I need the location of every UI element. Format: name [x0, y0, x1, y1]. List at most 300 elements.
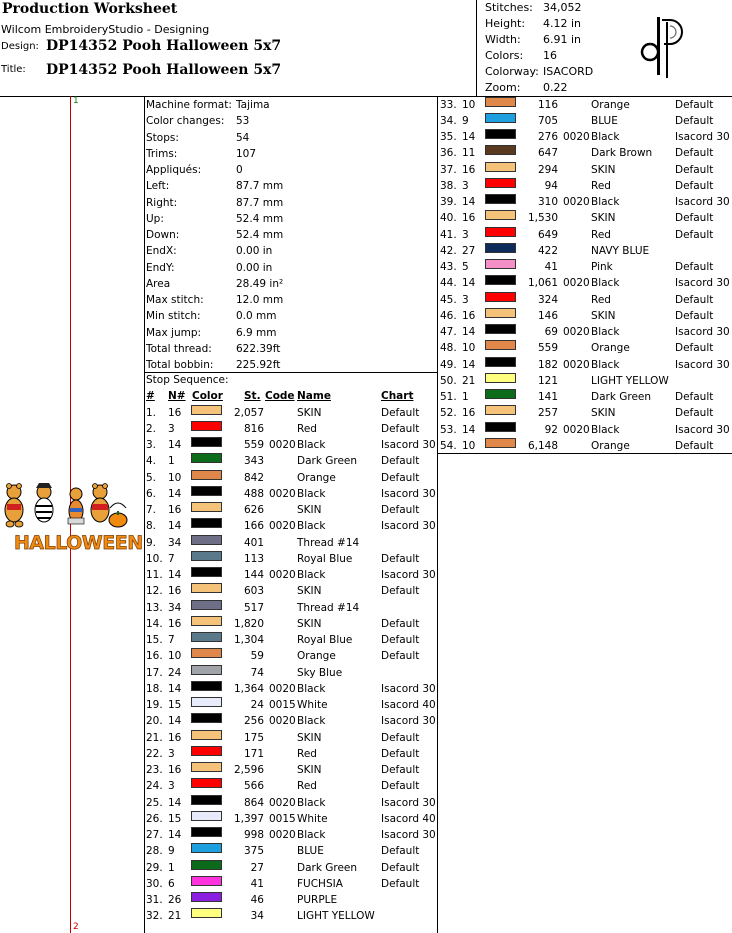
row-number: 11. — [146, 569, 163, 581]
stitch-count: 294 — [537, 163, 558, 176]
thread-name: Orange — [591, 342, 630, 355]
color-swatch — [191, 730, 222, 740]
stitch-count: 1,364 — [233, 682, 264, 695]
needle-number: 14 — [462, 326, 476, 338]
stitch-count: 626 — [243, 504, 264, 516]
table-row — [146, 713, 436, 729]
thread-name: White — [297, 812, 328, 825]
info-value: 107 — [236, 147, 257, 160]
thread-code: 0020 — [563, 131, 590, 143]
info-value: 52.4 mm — [236, 229, 284, 241]
thread-chart: Default — [381, 504, 420, 516]
info-label: Total bobbin: — [146, 359, 214, 371]
stitch-count: 256 — [243, 715, 264, 728]
thread-code: 0020 — [269, 796, 296, 809]
row-number: 52. — [440, 407, 457, 420]
needle-number: 16 — [168, 617, 182, 630]
needle-number: 14 — [462, 196, 476, 208]
color-swatch — [191, 778, 222, 788]
info-label: Total thread: — [146, 342, 212, 355]
stitch-count: 144 — [243, 569, 264, 581]
thread-chart: Default — [675, 261, 714, 273]
row-number: 9. — [146, 536, 157, 549]
row-number: 53. — [440, 423, 457, 436]
thread-chart: Default — [675, 228, 714, 241]
table-row — [146, 908, 436, 924]
stitch-count: 182 — [537, 358, 558, 371]
color-swatch — [191, 860, 222, 870]
row-number: 34. — [440, 114, 457, 127]
stitch-count: 375 — [243, 845, 264, 858]
thread-name: Sky Blue — [297, 666, 343, 679]
table-row — [146, 876, 436, 892]
row-number: 14. — [146, 617, 163, 630]
thread-code: 0020 — [563, 358, 590, 371]
info-value: 28.49 in² — [236, 277, 284, 290]
info-value: 0 — [236, 164, 243, 176]
color-swatch — [191, 502, 222, 512]
needle-number: 14 — [168, 829, 182, 841]
thread-chart: Isacord 30 — [675, 277, 730, 290]
needle-number: 6 — [168, 877, 175, 890]
thread-name: Thread #14 — [297, 601, 360, 614]
color-swatch — [191, 892, 222, 902]
needle-number: 7 — [168, 552, 175, 565]
info-value: 6.9 mm — [236, 326, 277, 339]
info-label: Left: — [146, 180, 170, 193]
table-row — [146, 827, 436, 843]
table-row — [146, 665, 436, 681]
info-label: Max jump: — [146, 326, 202, 339]
thread-chart: Default — [381, 455, 420, 468]
color-swatch — [191, 665, 222, 675]
thread-code: 0015 — [269, 699, 296, 711]
row-number: 43. — [440, 261, 457, 273]
stitch-count: 94 — [544, 179, 558, 192]
info-value: 87.7 mm — [236, 196, 284, 209]
color-swatch — [191, 518, 222, 528]
column-divider — [437, 96, 438, 933]
thread-chart: Default — [675, 179, 714, 192]
needle-number: 14 — [168, 569, 182, 581]
thread-name: SKIN — [591, 163, 616, 176]
thread-chart: Isacord 30 — [381, 487, 436, 500]
color-swatch — [191, 648, 222, 658]
info-label: Appliqués: — [146, 164, 202, 176]
info-label: Up: — [146, 212, 164, 225]
table-row — [146, 502, 436, 518]
needle-number: 3 — [462, 293, 469, 306]
stitch-count: 41 — [250, 877, 264, 890]
stitch-count: 257 — [537, 407, 558, 420]
thread-name: Black — [591, 326, 620, 338]
col-chart-header: Chart — [381, 390, 414, 402]
color-swatch — [191, 632, 222, 642]
col-num-header: # — [146, 390, 155, 402]
machine-info-row — [146, 243, 273, 259]
stitch-count: 27 — [250, 861, 264, 874]
thread-name: Thread #14 — [297, 536, 360, 549]
stitch-count: 276 — [537, 131, 558, 143]
thread-chart: Default — [381, 552, 420, 565]
info-value: 53 — [236, 115, 250, 128]
stitch-count: 74 — [250, 666, 264, 679]
machine-info-row — [146, 341, 281, 357]
info-label: Machine format: — [146, 99, 232, 111]
color-swatch — [485, 113, 516, 123]
row-number: 30. — [146, 877, 163, 890]
thread-chart: Default — [675, 212, 714, 225]
color-swatch — [485, 324, 516, 334]
color-swatch — [191, 551, 222, 561]
needle-number: 16 — [462, 407, 476, 420]
thread-name: Black — [297, 569, 326, 581]
stat-value: 34,052 — [543, 1, 582, 14]
color-swatch — [191, 762, 222, 772]
color-swatch — [485, 389, 516, 399]
thread-code: 0015 — [269, 812, 296, 825]
thread-chart: Default — [675, 439, 714, 452]
row-number: 42. — [440, 244, 457, 257]
thread-name: Red — [297, 747, 317, 760]
machine-info-row — [146, 195, 284, 211]
stitch-count: 2,596 — [233, 764, 264, 776]
page-marker-bottom: 2 — [73, 922, 79, 932]
row-number: 24. — [146, 780, 163, 793]
stitch-count: 705 — [537, 114, 558, 127]
color-swatch — [191, 453, 222, 463]
row-number: 5. — [146, 471, 157, 484]
table-row — [440, 178, 730, 194]
color-swatch — [485, 145, 516, 155]
color-swatch — [191, 746, 222, 756]
stat-label: Zoom: — [485, 81, 521, 94]
machine-info-row — [146, 292, 284, 308]
stat-label: Colorway: — [485, 65, 539, 78]
table-row — [146, 453, 436, 469]
needle-number: 14 — [462, 131, 476, 143]
row-number: 27. — [146, 829, 163, 841]
machine-info-row — [146, 211, 284, 227]
info-value: 54 — [236, 131, 250, 144]
thread-name: White — [297, 699, 328, 711]
stat-row — [485, 48, 557, 64]
table-row — [440, 97, 730, 113]
needle-number: 14 — [168, 520, 182, 533]
thread-chart: Default — [381, 471, 420, 484]
thread-name: Dark Brown — [591, 147, 653, 160]
needle-number: 34 — [168, 601, 182, 614]
thread-chart: Isacord 30 — [675, 196, 730, 208]
stitch-count: 1,530 — [527, 212, 558, 225]
thread-name: Black — [591, 196, 620, 208]
needle-number: 14 — [462, 277, 476, 290]
row-number: 51. — [440, 391, 457, 403]
thread-name: SKIN — [297, 731, 322, 744]
needle-number: 27 — [462, 244, 476, 257]
needle-number: 1 — [168, 861, 175, 874]
stitch-count: 842 — [243, 471, 264, 484]
table-row — [440, 145, 730, 161]
table-row — [146, 421, 436, 437]
stitch-count: 1,820 — [233, 617, 264, 630]
design-stats — [476, 0, 597, 96]
thread-name: LIGHT YELLOW — [591, 374, 669, 387]
machine-info-row — [146, 130, 250, 146]
needle-number: 15 — [168, 812, 182, 825]
row-number: 41. — [440, 228, 457, 241]
thread-code: 0020 — [269, 520, 296, 533]
color-swatch — [485, 162, 516, 172]
color-swatch — [485, 275, 516, 285]
color-swatch — [191, 567, 222, 577]
thread-chart: Isacord 30 — [675, 358, 730, 371]
needle-number: 1 — [168, 455, 175, 468]
row-number: 37. — [440, 163, 457, 176]
stitch-count: 998 — [243, 829, 264, 841]
stop-sequence-title: Stop Sequence: — [146, 374, 229, 386]
table-row — [146, 762, 436, 778]
thread-name: BLUE — [591, 114, 618, 127]
color-swatch — [485, 373, 516, 383]
machine-info-row — [146, 146, 257, 162]
thread-name: SKIN — [591, 309, 616, 322]
color-swatch — [191, 827, 222, 837]
info-label: Color changes: — [146, 115, 225, 128]
machine-info-row — [146, 162, 243, 178]
stitch-count: 41 — [544, 261, 558, 273]
thread-name: Black — [297, 487, 326, 500]
stat-label: Height: — [485, 17, 526, 30]
thread-name: Black — [297, 520, 326, 533]
stitch-count: 69 — [544, 326, 558, 338]
thread-chart: Default — [381, 764, 420, 776]
table-row — [146, 405, 436, 421]
needle-number: 24 — [168, 666, 182, 679]
color-swatch — [191, 681, 222, 691]
stitch-count: 647 — [537, 147, 558, 160]
row-number: 36. — [440, 147, 457, 160]
machine-info-row — [146, 276, 284, 292]
stitch-count: 166 — [243, 520, 264, 533]
table-row — [440, 259, 730, 275]
thread-chart: Default — [381, 747, 420, 760]
needle-number: 10 — [462, 439, 476, 452]
thread-name: Black — [591, 131, 620, 143]
stitch-count: 1,304 — [233, 634, 264, 646]
table-row — [146, 730, 436, 746]
stat-row — [485, 32, 582, 48]
title-label: Title: — [1, 64, 26, 75]
color-swatch — [191, 876, 222, 886]
color-swatch — [191, 470, 222, 480]
thread-chart: Default — [381, 845, 420, 858]
row-number: 45. — [440, 293, 457, 306]
needle-number: 16 — [462, 309, 476, 322]
thread-code: 0020 — [269, 569, 296, 581]
needle-number: 10 — [462, 342, 476, 355]
table-row — [440, 275, 730, 291]
table-row — [146, 567, 436, 583]
table-row — [440, 324, 730, 340]
col-st-header: St. — [244, 390, 261, 402]
thread-chart: Default — [381, 731, 420, 744]
color-swatch — [191, 486, 222, 496]
design-label: Design: — [1, 41, 39, 52]
needle-number: 11 — [462, 147, 476, 160]
table-row — [146, 535, 436, 551]
color-swatch — [191, 535, 222, 545]
stat-label: Stitches: — [485, 1, 533, 14]
needle-number: 7 — [168, 634, 175, 646]
color-swatch — [485, 438, 516, 448]
thread-name: SKIN — [297, 504, 322, 516]
needle-number: 16 — [462, 163, 476, 176]
stitch-count: 401 — [243, 536, 264, 549]
thread-name: SKIN — [297, 764, 322, 776]
stitch-count: 121 — [537, 374, 558, 387]
table-row — [440, 373, 730, 389]
needle-number: 16 — [168, 406, 182, 419]
thread-chart: Default — [675, 342, 714, 355]
col-name-header: Name — [297, 390, 331, 402]
thread-code: 0020 — [269, 715, 296, 728]
thread-chart: Default — [381, 650, 420, 663]
stitch-count: 175 — [243, 731, 264, 744]
stat-label: Colors: — [485, 49, 524, 62]
color-swatch — [191, 811, 222, 821]
thread-chart: Isacord 30 — [675, 423, 730, 436]
color-swatch — [485, 210, 516, 220]
color-swatch — [191, 697, 222, 707]
thread-name: Orange — [297, 471, 336, 484]
stitch-count: 24 — [250, 699, 264, 711]
table-row — [440, 340, 730, 356]
machine-info-row — [146, 308, 277, 324]
thread-name: Royal Blue — [297, 552, 353, 565]
stat-value: 6.91 in — [543, 33, 582, 46]
stitch-count: 310 — [537, 196, 558, 208]
table-row — [146, 616, 436, 632]
row-number: 8. — [146, 520, 157, 533]
thread-chart: Default — [381, 422, 420, 435]
thread-name: Black — [297, 796, 326, 809]
needle-number: 9 — [462, 114, 469, 127]
info-value: 0.00 in — [236, 261, 273, 274]
col-code-header: Code — [265, 390, 295, 402]
table-row — [146, 470, 436, 486]
color-swatch — [485, 292, 516, 302]
needle-number: 26 — [168, 894, 182, 906]
table-row — [146, 681, 436, 697]
row-number: 31. — [146, 894, 163, 906]
row-number: 44. — [440, 277, 457, 290]
thread-chart: Isacord 30 — [381, 439, 436, 451]
color-swatch — [191, 405, 222, 415]
thread-name: Red — [297, 422, 317, 435]
color-swatch — [191, 437, 222, 447]
stitch-count: 46 — [250, 894, 264, 906]
col-n-header: N# — [168, 390, 186, 402]
thread-chart: Default — [381, 406, 420, 419]
needle-number: 9 — [168, 845, 175, 858]
row-number: 20. — [146, 715, 163, 728]
color-swatch — [191, 713, 222, 723]
needle-number: 14 — [462, 423, 476, 436]
thread-code: 0020 — [269, 439, 296, 451]
needle-number: 5 — [462, 261, 469, 273]
row-number: 12. — [146, 585, 163, 598]
stitch-count: 566 — [243, 780, 264, 793]
row-number: 22. — [146, 747, 163, 760]
stat-row — [485, 16, 582, 32]
info-label: Stops: — [146, 131, 179, 144]
thread-chart: Default — [381, 585, 420, 598]
thread-name: Red — [297, 780, 317, 793]
needle-number: 3 — [168, 780, 175, 793]
thread-chart: Isacord 30 — [381, 796, 436, 809]
needle-number: 3 — [168, 747, 175, 760]
table-row — [146, 811, 436, 827]
stitch-count: 59 — [250, 650, 264, 663]
needle-number: 14 — [462, 358, 476, 371]
info-value: 225.92ft — [236, 359, 281, 371]
needle-number: 21 — [462, 374, 476, 387]
software-name: Wilcom EmbroideryStudio - Designing — [1, 23, 210, 36]
thread-name: Orange — [297, 650, 336, 663]
needle-number: 10 — [168, 471, 182, 484]
thread-name: SKIN — [297, 617, 322, 630]
row-number: 16. — [146, 650, 163, 663]
stitch-count: 517 — [243, 601, 264, 614]
table-row — [146, 746, 436, 762]
thread-name: SKIN — [297, 406, 322, 419]
table-row — [146, 778, 436, 794]
needle-number: 1 — [462, 391, 469, 403]
row-number: 1. — [146, 406, 157, 419]
needle-number: 14 — [168, 439, 182, 451]
machine-info-row — [146, 325, 277, 341]
stitch-count: 146 — [537, 309, 558, 322]
preview-halloween-text: HALLOWEEN — [14, 532, 143, 554]
table-row — [440, 113, 730, 129]
thread-chart: Default — [675, 98, 714, 111]
thread-name: LIGHT YELLOW — [297, 910, 375, 923]
table-row — [440, 292, 730, 308]
needle-number: 10 — [168, 650, 182, 663]
stitch-count: 488 — [243, 487, 264, 500]
thread-chart: Default — [675, 309, 714, 322]
thread-code: 0020 — [563, 277, 590, 290]
thread-code: 0020 — [269, 682, 296, 695]
table-row — [146, 551, 436, 567]
machine-info-row — [146, 227, 284, 243]
info-label: Area — [146, 277, 171, 290]
stitch-count: 141 — [537, 391, 558, 403]
thread-chart: Isacord 30 — [381, 829, 436, 841]
info-value: 12.0 mm — [236, 294, 284, 306]
info-value: 52.4 mm — [236, 212, 284, 225]
stitch-count: 559 — [243, 439, 264, 451]
row-number: 6. — [146, 487, 157, 500]
needle-number: 14 — [168, 487, 182, 500]
color-swatch — [191, 600, 222, 610]
machine-info-row — [146, 113, 250, 129]
thread-name: SKIN — [591, 212, 616, 225]
page-title: Production Worksheet — [2, 1, 178, 17]
table-row — [146, 632, 436, 648]
thread-name: Black — [591, 358, 620, 371]
